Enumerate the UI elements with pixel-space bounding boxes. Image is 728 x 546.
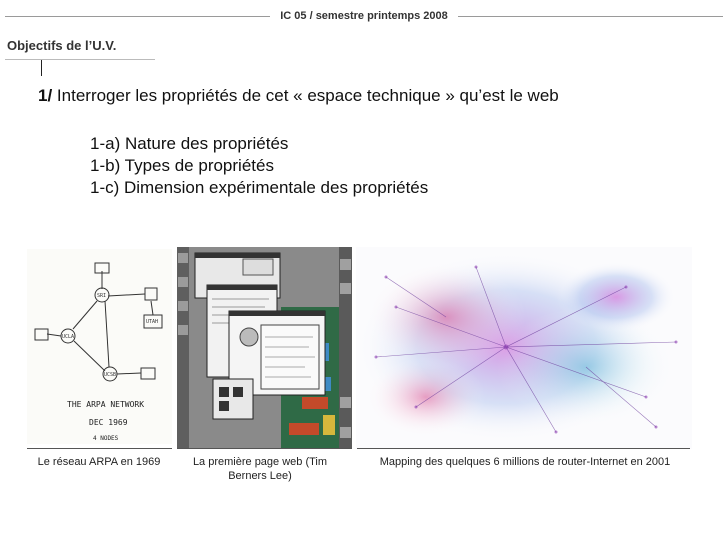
router-map-visual xyxy=(356,247,692,449)
text-cursor xyxy=(41,60,42,76)
objective-text: Interroger les propriétés de cet « espace technique » qu’est le web xyxy=(56,86,559,105)
objective-number: 1/ xyxy=(38,86,53,105)
sketch-title: THE ARPA NETWORK xyxy=(67,400,145,409)
arpa-caption-rule xyxy=(27,448,172,449)
objective-subitems xyxy=(90,133,428,199)
objective-line xyxy=(38,86,559,106)
arpa-network-sketch xyxy=(27,249,172,444)
map-caption-rule xyxy=(357,448,690,449)
first-web-page-screenshot xyxy=(177,247,352,449)
webpage-caption: La première page web (Tim Berners Lee) xyxy=(192,456,328,482)
section-title-rule xyxy=(5,59,155,60)
node-utah: UTAH xyxy=(146,319,159,325)
sketch-date: DEC 1969 xyxy=(89,418,128,427)
map-caption: Mapping des quelques 6 millions de router-Internet en 2001 xyxy=(379,456,671,468)
node-sri: SRI xyxy=(97,293,107,299)
section-title: Objectifs de l’U.V. xyxy=(7,38,117,53)
arpa-sketch-drawing xyxy=(27,249,172,444)
subitem-1c: 1-c) Dimension expérimentale des propriétés xyxy=(90,178,429,197)
nextstep-desktop xyxy=(177,247,352,449)
course-header-text: IC 05 / semestre printemps 2008 xyxy=(270,10,458,22)
node-ucsb: UCSB xyxy=(104,372,117,378)
webpage-caption-rule xyxy=(177,448,352,449)
course-header xyxy=(0,10,728,22)
node-ucla: UCLA xyxy=(62,334,75,340)
subitem-1a: 1-a) Nature des propriétés xyxy=(90,134,289,153)
sketch-nodes: 4 NODES xyxy=(93,435,119,442)
subitem-1b: 1-b) Types de propriétés xyxy=(90,156,274,175)
internet-router-map xyxy=(356,247,692,449)
arpa-caption: Le réseau ARPA en 1969 xyxy=(37,456,161,468)
